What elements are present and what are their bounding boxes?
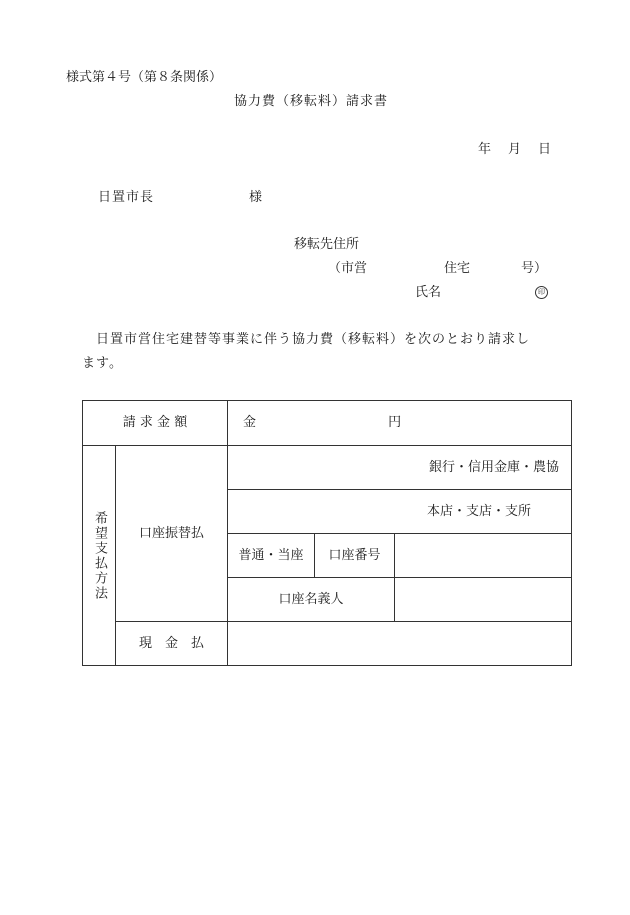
payment-method-label: [83, 446, 116, 666]
transfer-label-text: 口座振替払: [138, 525, 204, 541]
cash-field[interactable]: [228, 622, 572, 666]
account-number-label-text: 口座番号: [328, 547, 381, 563]
amount-label: [83, 401, 228, 446]
account-number-label: [315, 534, 395, 578]
account-holder-label-text: 口座名義人: [278, 591, 344, 607]
document-title: 協力費（移転料）請求書: [234, 94, 389, 109]
bank-type-text: 銀行・信用金庫・農協: [429, 459, 560, 475]
housing-prefix: （市営: [328, 261, 368, 276]
room-number-label: 号）: [521, 261, 548, 276]
amount-field[interactable]: [228, 401, 572, 446]
account-holder-label: [228, 578, 395, 622]
transfer-label: [116, 446, 228, 622]
account-type-text: 普通・当座: [238, 547, 304, 563]
branch-type-text: 本店・支店・支所: [427, 503, 532, 519]
cash-label: [116, 622, 228, 666]
addressee-honorific: 様: [249, 190, 263, 205]
body-text-line-1: 日置市営住宅建替等事業に伴う協力費（移転料）を次のとおり請求し: [96, 332, 531, 347]
amount-label-text: 請 求 金 額: [122, 415, 188, 430]
amount-unit: 円: [388, 415, 402, 430]
addressee-name: 日置市長: [98, 190, 155, 205]
account-type-field[interactable]: [228, 534, 315, 578]
seal-mark: [535, 285, 548, 301]
form-number: 様式第４号（第８条関係）: [66, 70, 223, 85]
bank-type-field[interactable]: [228, 446, 572, 490]
date-day: 日: [538, 142, 552, 157]
date-year: 年: [478, 142, 492, 157]
cash-label-text: 現 金 払: [138, 635, 204, 651]
account-number-field[interactable]: [395, 534, 572, 578]
housing-label: 住宅: [444, 261, 471, 276]
amount-prefix: 金: [243, 415, 257, 430]
payment-request-table: [82, 400, 572, 666]
branch-type-field[interactable]: [228, 490, 572, 534]
payment-method-text: 希望支払方法: [92, 510, 107, 601]
body-text-line-2: ます。: [82, 356, 123, 371]
account-holder-field[interactable]: [395, 578, 572, 622]
address-label: 移転先住所: [294, 237, 360, 252]
name-label: 氏名: [415, 285, 442, 300]
seal-icon: 印: [535, 286, 548, 299]
date-month: 月: [508, 142, 522, 157]
